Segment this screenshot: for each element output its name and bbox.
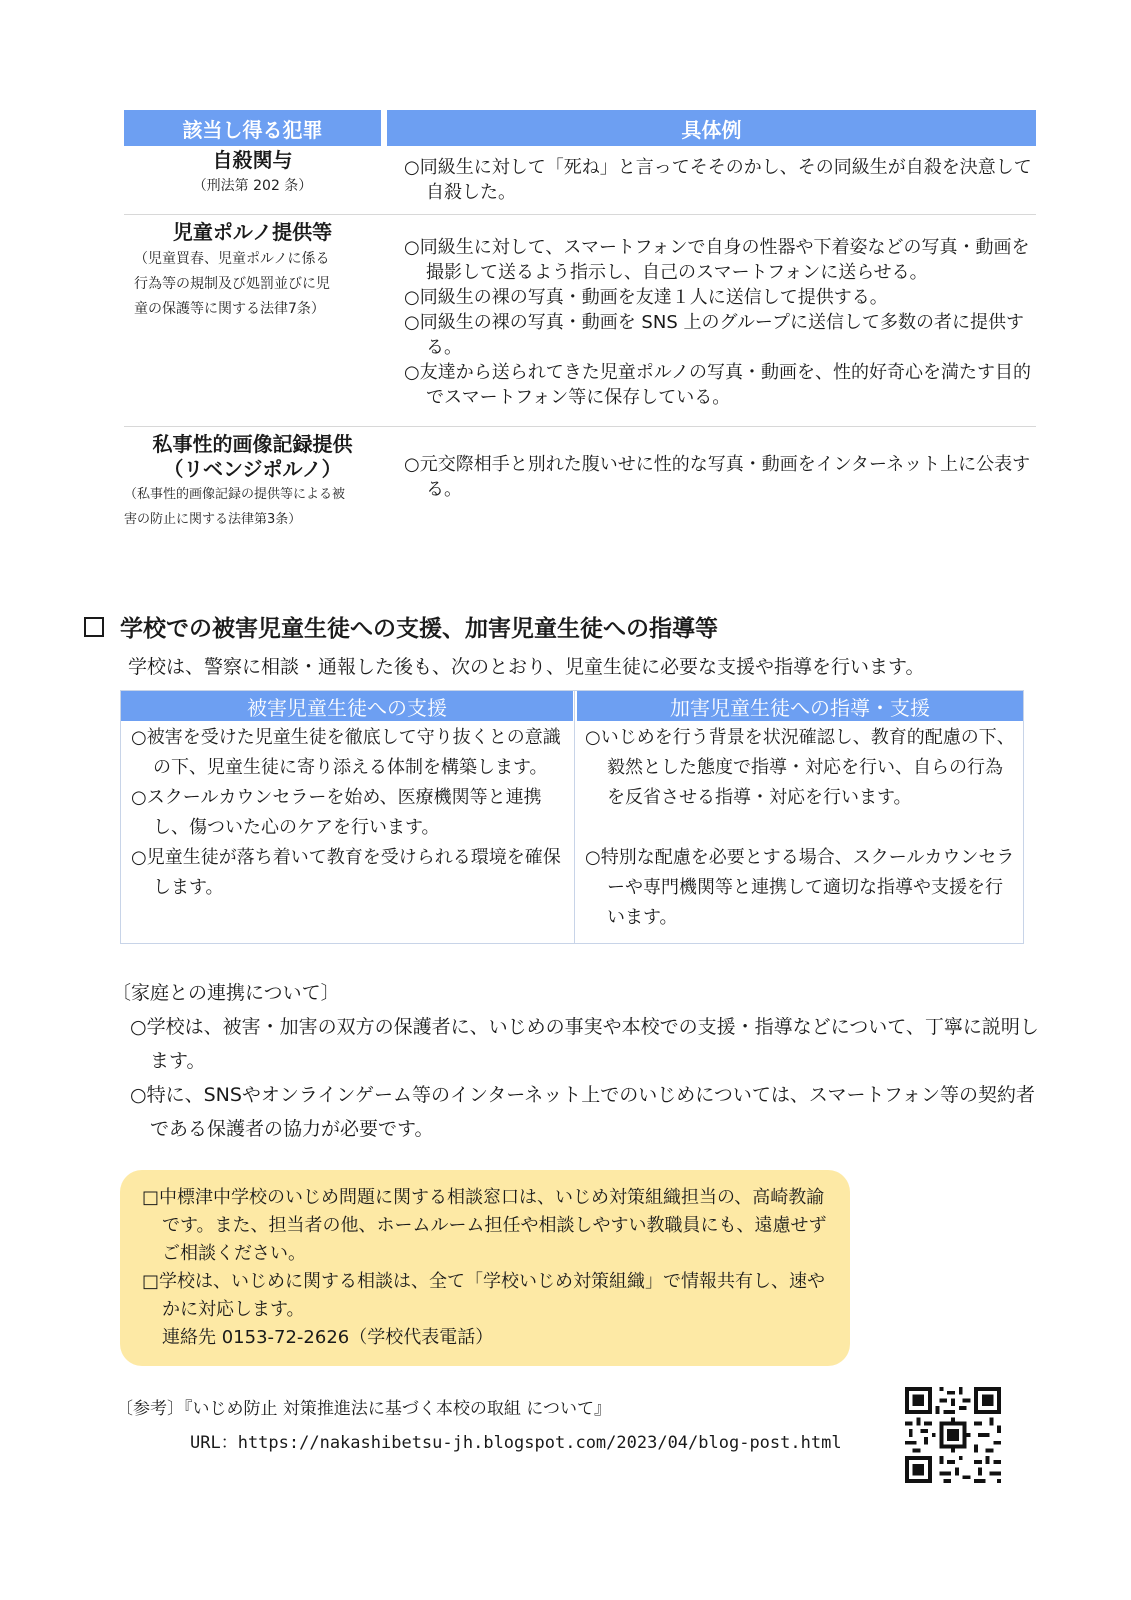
qr-code-icon — [905, 1387, 1001, 1483]
crime-examples-revenge-porn: ○元交際相手と別れた腹いせに性的な写真・動画をインターネット上に公表する。 — [404, 454, 1031, 500]
column-divider — [574, 691, 575, 943]
family-cooperation-list: ○学校は、被害・加害の双方の保護者に、いじめの事実や本校での支援・指導などについて、丁寧に説明します。 ○特に、SNSやオンラインゲーム等のインターネット上でのいじめについては、スマートフォン等の契約者である保護者の協力が必要です。 — [130, 1016, 1039, 1140]
reference-label: 〔参考〕『いじめ防止 対策推進法に基づく本校の取組 について』 — [116, 1399, 611, 1419]
crime-name-child-porn: 児童ポルノ提供等 — [172, 220, 333, 244]
crime-law-revenge-porn: （私事性的画像記録の提供等による被 害の防止に関する法律第3条） — [124, 487, 346, 527]
header-example: 具体例 — [387, 110, 1036, 146]
crime-law-child-porn: （児童買春、児童ポルノに係る 行為等の規制及び処罰並びに児 童の保護等に関する法律7条） — [134, 251, 330, 317]
crime-name-revenge-porn: 私事性的画像記録提供 （リベンジポルノ） — [152, 432, 353, 481]
row-separator — [124, 214, 1036, 215]
crime-law-suicide: （刑法第 202 条） — [192, 178, 313, 194]
victim-support-list: ○被害を受けた児童生徒を徹底して守り抜くとの意識の下、児童生徒に寄り添える体制を構築します。 ○スクールカウンセラーを始め、医療機関等と連携し、傷ついた心のケアを行います。 ○児童生徒が落ち着いて教育を受けられる環境を確保します。 — [131, 727, 561, 898]
contact-box — [120, 1170, 850, 1366]
header-offender-guidance: 加害児童生徒への指導・支援 — [577, 691, 1023, 721]
checkbox-square-icon — [84, 617, 104, 637]
support-table — [120, 690, 1024, 944]
crime-name-suicide: 自殺関与 — [212, 148, 293, 172]
header-crime: 該当し得る犯罪 — [124, 110, 381, 146]
section-title: 学校での被害児童生徒への支援、加害児童生徒への指導等 — [84, 610, 718, 643]
crime-examples-suicide: ○同級生に対して「死ね」と言ってそそのかし、その同級生が自殺を決意して自殺した。 — [404, 157, 1032, 203]
row-separator — [124, 426, 1036, 427]
header-victim-support: 被害児童生徒への支援 — [121, 691, 573, 721]
offender-guidance-list: ○いじめを行う背景を状況確認し、教育的配慮の下、毅然とした態度で指導・対応を行い、自らの行為を反省させる指導・対応を行います。 ○特別な配慮を必要とする場合、スクールカウンセラーや専門機関等と連携して適切な指導や支援を行います。 — [585, 727, 1015, 928]
section-intro: 学校は、警察に相談・通報した後も、次のとおり、児童生徒に必要な支援や指導を行います。 — [128, 656, 925, 678]
crime-examples-child-porn: ○同級生に対して、スマートフォンで自身の性器や下着姿などの写真・動画を撮影して送るよう指示し、自己のスマートフォンに送らせる。 ○同級生の裸の写真・動画を友達１人に送信して提供する。 ○同級生の裸の写真・動画を SNS 上のグループに送信して多数の者に提供する。 ○友達から送られてきた児童ポルノの写真・動画を、性的好奇心を満たす目的でスマートフォン等に保存している。 — [404, 237, 1031, 408]
contact-phone: 連絡先 0153-72-2626（学校代表電話） — [162, 1327, 494, 1348]
family-cooperation-title: 〔家庭との連携について〕 — [112, 982, 340, 1004]
reference-url[interactable]: URL：https://nakashibetsu-jh.blogspot.com/2023/04/blog-post.html — [190, 1433, 842, 1453]
contact-text: □中標津中学校のいじめ問題に関する相談窓口は、いじめ対策組織担当の、高崎教諭です。また、担当者の他、ホームルーム担任や相談しやすい教職員にも、遠慮せずご相談ください。 □学校は、いじめに関する相談は、全て「学校いじめ対策組織」で情報共有し、速やかに対応します。 連絡先 0153-72-2626（学校代表電話） — [142, 1184, 842, 1352]
